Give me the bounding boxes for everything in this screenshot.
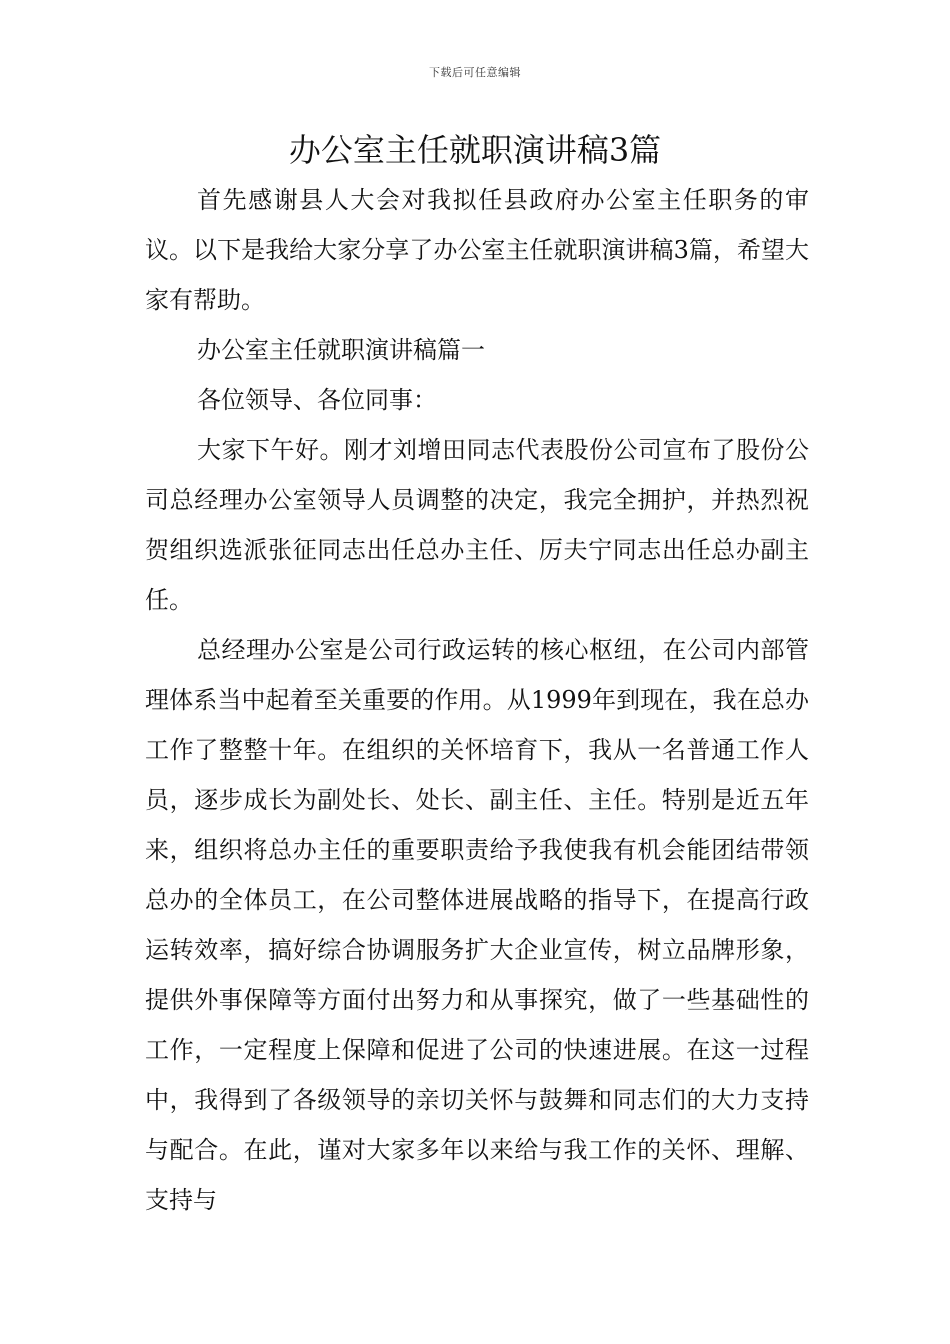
header-note: 下载后可任意编辑 [429, 66, 521, 79]
paragraph-main: 总经理办公室是公司行政运转的核心枢纽，在公司内部管理体系当中起着至关重要的作用。从1999年到现在，我在总办工作了整整十年。在组织的关怀培育下，我从一名普通工作人员，逐步成长为副处长、处长、副主任、主任。特别是近五年来，组织将总办主任的重要职责给予我使我有机会能团结带领总办的全体员工，在公司整体进展战略的指导下，在提高行政运转效率，搞好综合协调服务扩大企业宣传，树立品牌形象，提供外事保障等方面付出努力和从事探究，做了一些基础性的工作，一定程度上保障和促进了公司的快速进展。在这一过程中，我得到了各级领导的亲切关怀与鼓舞和同志们的大力支持与配合。在此，谨对大家多年以来给与我工作的关怀、理解、支持与 [145, 636, 809, 1214]
page-title: 办公室主任就职演讲稿3篇 [288, 131, 662, 169]
salutation: 各位领导、各位同事： [197, 386, 437, 414]
paragraph-greeting: 大家下午好。刚才刘增田同志代表股份公司宣布了股份公司总经理办公室领导人员调整的决定，我完全拥护，并热烈祝贺组织选派张征同志出任总办主任、厉夫宁同志出任总办副主任。 [145, 436, 809, 614]
document-body [145, 175, 809, 1225]
paragraph-intro: 首先感谢县人大会对我拟任县政府办公室主任职务的审议。以下是我给大家分享了办公室主任就职演讲稿3篇，希望大家有帮助。 [145, 186, 809, 314]
section-heading: 办公室主任就职演讲稿篇一 [197, 336, 485, 364]
